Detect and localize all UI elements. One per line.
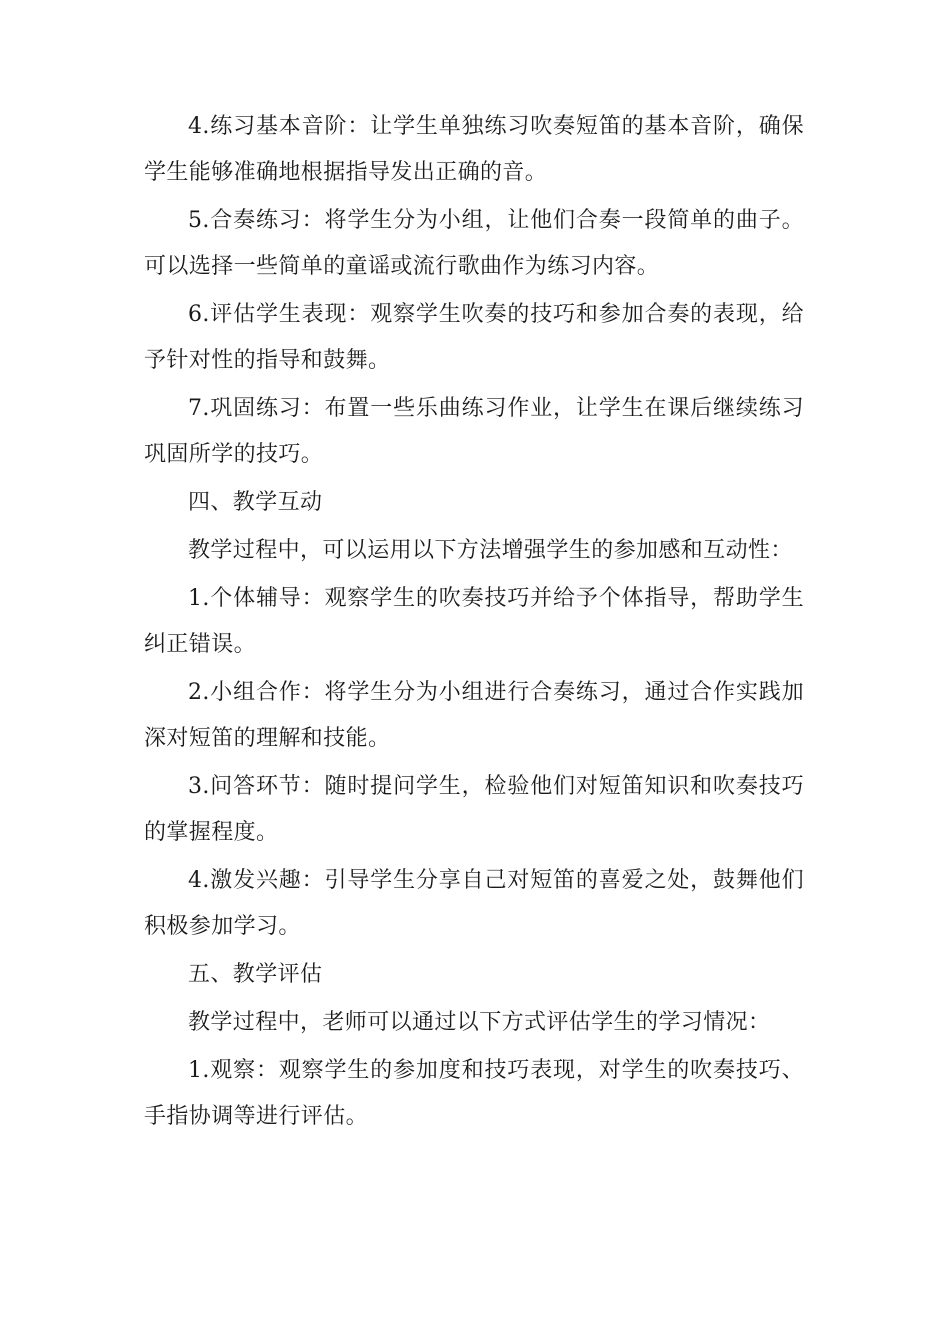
section-heading-interaction: 四、教学互动 xyxy=(188,490,323,515)
paragraph-practice-scales: 4.练习基本音阶：让学生单独练习吹奏短笛的基本音阶，确保学生能够准确地根据指导发出正确的音。 xyxy=(144,114,804,185)
paragraph-interaction-intro: 教学过程中，可以运用以下方法增强学生的参加感和互动性： xyxy=(188,538,793,563)
paragraph-group-cooperation: 2.小组合作：将学生分为小组进行合奏练习，通过合作实践加深对短笛的理解和技能。 xyxy=(144,680,804,751)
paragraph-stimulate-interest: 4.激发兴趣：引导学生分享自己对短笛的喜爱之处，鼓舞他们积极参加学习。 xyxy=(144,868,804,939)
paragraph-assessment-intro: 教学过程中，老师可以通过以下方式评估学生的学习情况： xyxy=(188,1010,771,1035)
section-heading-assessment: 五、教学评估 xyxy=(188,962,323,987)
paragraph-ensemble-practice: 5.合奏练习：将学生分为小组，让他们合奏一段简单的曲子。可以选择一些简单的童谣或流行歌曲作为练习内容。 xyxy=(144,208,804,279)
paragraph-evaluate-performance: 6.评估学生表现：观察学生吹奏的技巧和参加合奏的表现，给予针对性的指导和鼓舞。 xyxy=(144,302,804,373)
paragraph-consolidation: 7.巩固练习：布置一些乐曲练习作业，让学生在课后继续练习巩固所学的技巧。 xyxy=(144,396,804,467)
paragraph-observation: 1.观察：观察学生的参加度和技巧表现，对学生的吹奏技巧、手指协调等进行评估。 xyxy=(144,1058,804,1129)
document-body xyxy=(144,104,804,1142)
paragraph-qa-session: 3.问答环节：随时提问学生，检验他们对短笛知识和吹奏技巧的掌握程度。 xyxy=(144,774,804,845)
paragraph-individual-tutoring: 1.个体辅导：观察学生的吹奏技巧并给予个体指导，帮助学生纠正错误。 xyxy=(144,586,804,657)
